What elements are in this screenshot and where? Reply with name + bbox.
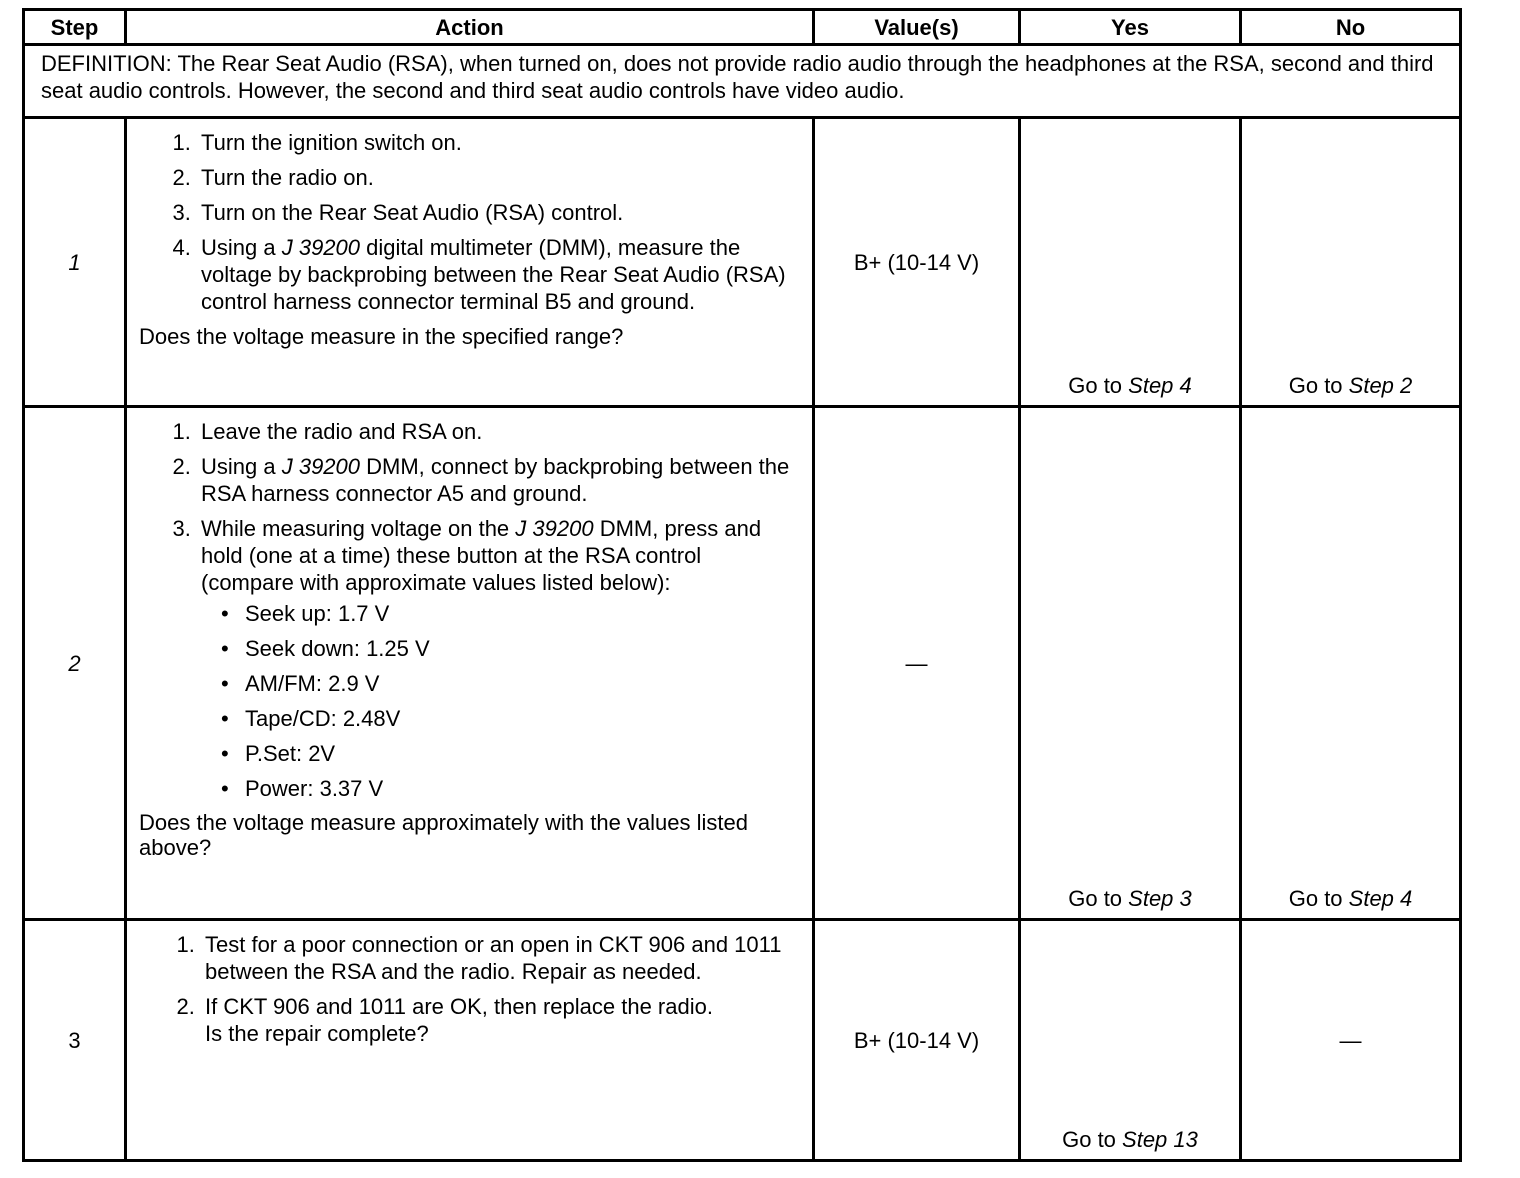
- goto-step-link[interactable]: Step 2: [1348, 373, 1413, 398]
- text: Using a: [201, 235, 282, 260]
- list-item: [197, 515, 798, 802]
- definition-text: DEFINITION: The Rear Seat Audio (RSA), when turned on, does not provide radio audio through the headphones at the RSA, second and third seat audio controls. However, the second and third seat audio controls have video audio.: [24, 45, 1461, 118]
- action-list: [139, 129, 798, 315]
- bullet-item: • Seek down: 1.25 V: [241, 635, 798, 662]
- tool-number: J 39200: [281, 454, 361, 479]
- goto-step-link[interactable]: Step 4: [1348, 886, 1413, 911]
- list-item: [197, 234, 798, 315]
- step-action: [126, 920, 814, 1161]
- list-item: 2. Turn the radio on.: [197, 164, 798, 191]
- action-list: [139, 418, 798, 802]
- yes-cell: [1020, 920, 1241, 1161]
- list-item: [201, 993, 798, 1047]
- table-row-step-1: [24, 118, 1461, 407]
- bullet-item: • P.Set: 2V: [241, 740, 798, 767]
- step-number: 1: [24, 118, 126, 407]
- text: DMM, press and hold (one at a time) these button at the RSA control (compare with approximate values listed below):: [201, 516, 762, 595]
- step-number: 3: [24, 920, 126, 1161]
- definition-row: [24, 45, 1461, 118]
- step-value: —: [814, 407, 1020, 920]
- header-action: Action: [126, 10, 814, 45]
- value-bullets: [201, 600, 798, 802]
- goto-text: Go to: [1068, 373, 1129, 398]
- step-number: 2: [24, 407, 126, 920]
- bullet-item: • Power: 3.37 V: [241, 775, 798, 802]
- header-values: Value(s): [814, 10, 1020, 45]
- goto-step-link[interactable]: Step 3: [1128, 886, 1192, 911]
- text: digital multimeter (DMM), measure the voltage by backprobing between the Rear Seat Audio (RSA) control harness connector terminal B5 and ground.: [201, 235, 786, 314]
- text: Using a: [201, 454, 282, 479]
- goto-text: Go to: [1068, 886, 1129, 911]
- text: While measuring voltage on the: [201, 516, 516, 541]
- list-item: 1. Test for a poor connection or an open in CKT 906 and 1011 between the RSA and the radio. Repair as needed.: [201, 931, 798, 985]
- no-cell: —: [1241, 920, 1461, 1161]
- header-no: No: [1241, 10, 1461, 45]
- text: If CKT 906 and 1011 are OK, then replace the radio.: [205, 994, 713, 1019]
- step-value: B+ (10-14 V): [814, 118, 1020, 407]
- yes-cell: [1020, 118, 1241, 407]
- step-question: Does the voltage measure in the specified range?: [139, 324, 624, 349]
- list-item: 1. Turn the ignition switch on.: [197, 129, 798, 156]
- action-list: [139, 931, 798, 1047]
- no-cell: [1241, 407, 1461, 920]
- goto-text: Go to: [1062, 1127, 1123, 1152]
- step-question: Does the voltage measure approximately with the values listed above?: [139, 810, 748, 860]
- goto-text: Go to: [1288, 373, 1349, 398]
- step-value: B+ (10-14 V): [814, 920, 1020, 1161]
- list-item: 1. Leave the radio and RSA on.: [197, 418, 798, 445]
- yes-cell: [1020, 407, 1241, 920]
- bullet-item: • AM/FM: 2.9 V: [241, 670, 798, 697]
- header-yes: Yes: [1020, 10, 1241, 45]
- step-action: [126, 118, 814, 407]
- step-question: Is the repair complete?: [205, 1021, 429, 1046]
- table-row-step-3: [24, 920, 1461, 1161]
- bullet-item: • Seek up: 1.7 V: [241, 600, 798, 627]
- table-row-step-2: [24, 407, 1461, 920]
- bullet-item: • Tape/CD: 2.48V: [241, 705, 798, 732]
- list-item: [197, 453, 798, 507]
- header-row: [24, 10, 1461, 45]
- goto-text: Go to: [1288, 886, 1349, 911]
- no-cell: [1241, 118, 1461, 407]
- goto-step-link[interactable]: Step 4: [1128, 373, 1192, 398]
- tool-number: J 39200: [281, 235, 361, 260]
- header-step: Step: [24, 10, 126, 45]
- text: DMM, connect by backprobing between the RSA harness connector A5 and ground.: [201, 454, 790, 506]
- goto-step-link[interactable]: Step 13: [1122, 1127, 1198, 1152]
- diagnostic-table: [22, 8, 1462, 1162]
- list-item: 3. Turn on the Rear Seat Audio (RSA) control.: [197, 199, 798, 226]
- tool-number: J 39200: [515, 516, 594, 541]
- step-action: [126, 407, 814, 920]
